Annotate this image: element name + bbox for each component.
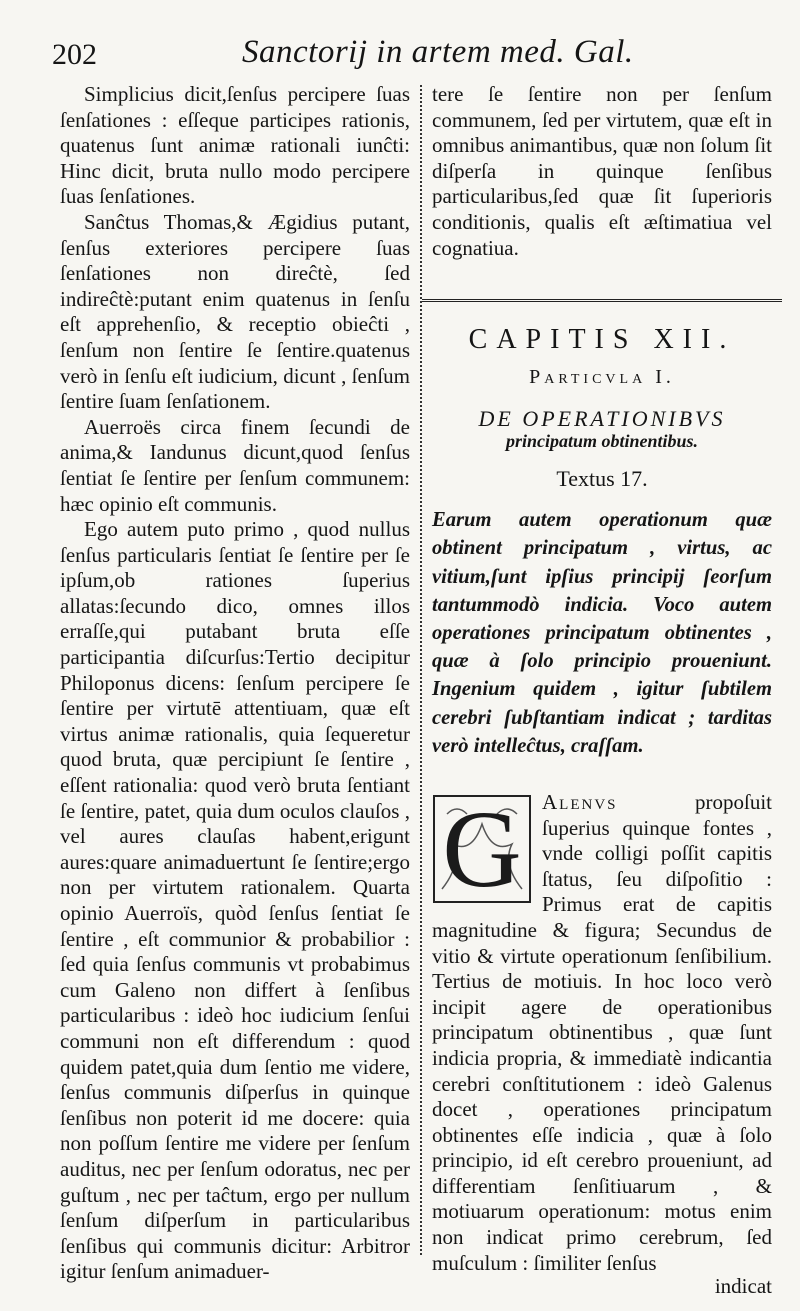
paragraph: Ego autem puto primo , quod nullus ſenſus particularis ſentiat ſe ſentire per ſe ipſum,ob rationes ſuperius allatas:ſecundo dico, omnes illos erraſſe,qui putabant bruta eſſe participantia diſcurſus:Tertio decipitur Philoponus dicens: ſenſum percipere ſe ſentire per virtutē attentiuam, quæ eſt virtus animæ rationalis, quia ſequeretur quod bruta, quæ percipiunt ſe ſentire , eſſent rationalia: quod verò bruta ſentiant ſe ſentire, patet, quia dum oculos clauſos , vel aures clauſas habent,erigunt aures:quare animaduertunt ſe ſentire;ergo non per virtutem rationalem. Quarta opinio Auerroïs, quòd ſenſus ſentiat ſe ſentire , eſt communior & probabilior : ſed quia ſenſus communis vt probabimus cum Galeno non differt à ſenſibus particularibus : ideò hoc iudicium ſenſui communi non eſt differendum : quod quidem patet,quia dum ſentio me videre, ſenſus communis diſperſus in quinque ſenſibus non poterit id me docere: quia non poſſum ſentire me videre per ſenſum auditus, nec per ſenſum odoratus, nec per guſtum , nec per taĉtum, ergo per nullum ſenſum diſperſum in particularibus ſenſibus qui communis dicitur: Arbitror igitur ſenſum animaduer-: [60, 517, 410, 1284]
decorated-initial: [432, 787, 532, 910]
chapter-heading: CAPITIS XII.: [468, 324, 736, 356]
running-title: Sanctorij in artem med. Gal.: [242, 34, 634, 70]
left-column: [60, 82, 410, 1285]
paragraph: Simplicius dicit,ſenſus percipere ſuas ſenſationes : eſſeque participes rationis, quatenus ſunt animæ rationali iunĉti: Hinc dicit, bruta nullo modo percipere ſuas ſenſationes.: [60, 82, 410, 209]
dropcap-letter: G: [442, 787, 522, 910]
textus-label: Textus 17.: [556, 466, 648, 492]
subject-subheading: principatum obtinentibus.: [505, 431, 699, 452]
particula-heading: Particvla I.: [529, 366, 675, 389]
section-separator: [422, 299, 782, 302]
right-column: [432, 82, 772, 1299]
column-divider: [420, 85, 422, 1255]
quoted-text: Earum autem operationum quæ obtinent principatum , virtus, ac vitium,ſunt ipſius principij ſeorſum tantummodò indicia. Voco autem operationes principatum obtinentes , quæ à ſolo principio proueniunt. Ingenium quidem , igitur ſubtilem cerebri ſubſtantiam indicat ; tarditas verò intelleĉtus, craſſam.: [432, 509, 772, 757]
commentary-text: propoſuit ſuperius quinque fontes , vnde colligi poſſit capitis ſtatus, ſeu diſpoſitio : Primus erat de capitis magnitudine & figura; Secundus de vitio & virtute operationum ſenſibilium. Tertius de motiuis. In hoc loco verò incipit agere de operationibus principatum obtinentibus , quæ ſunt indicia propria, & immediatè indicantia cerebri conſtitutionem : ideò Galenus docet , operationes principatum obtinentes eſſe indicia , quæ à ſolo principio, id eſt cerebro proueniunt, ad differentiam ſenſitiuarum , & motiuarum operationum: motus enim non indicat primo cerebrum, ſed muſculum : ſimiliter ſenſus: [432, 789, 772, 1275]
page-header: [52, 30, 760, 80]
paragraph: Sanĉtus Thomas,& Ægidius putant, ſenſus exteriores percipere ſuas ſenſationes non direĉtè, ſed indireĉtè:putant enim quatenus in ſenſu eſt apprehenſio, & receptio obieĉti , ſenſum non ſentire ſe ſentire.quatenus verò in ſenſu eſt iudicium, dicunt , ſenſum ſentire ſuam ſenſationem.: [60, 209, 410, 414]
page-number: 202: [52, 38, 97, 71]
commentary-lead: Alenvs: [542, 789, 618, 814]
quoted-text-block: [432, 506, 772, 760]
commentary-block: [432, 787, 772, 1299]
paragraph: Auerroës circa finem ſecundi de anima,& Iandunus dicunt,quod ſenſus ſentiat ſe ſentire per ſenſum communem: hæc opinio eſt communis.: [60, 414, 410, 516]
paragraph: tere ſe ſentire non per ſenſum communem, ſed per virtutem, quæ eſt in omnibus animantibus, quæ non ſolum ſit diſperſa in quinque ſenſibus particularibus,ſed quæ ſit ſuperioris conditionis, qualis eſt æſtimatiua vel cognatiua.: [432, 82, 772, 260]
subject-heading: DE OPERATIONIBVS: [478, 406, 726, 432]
catchword: indicat: [714, 1274, 772, 1299]
